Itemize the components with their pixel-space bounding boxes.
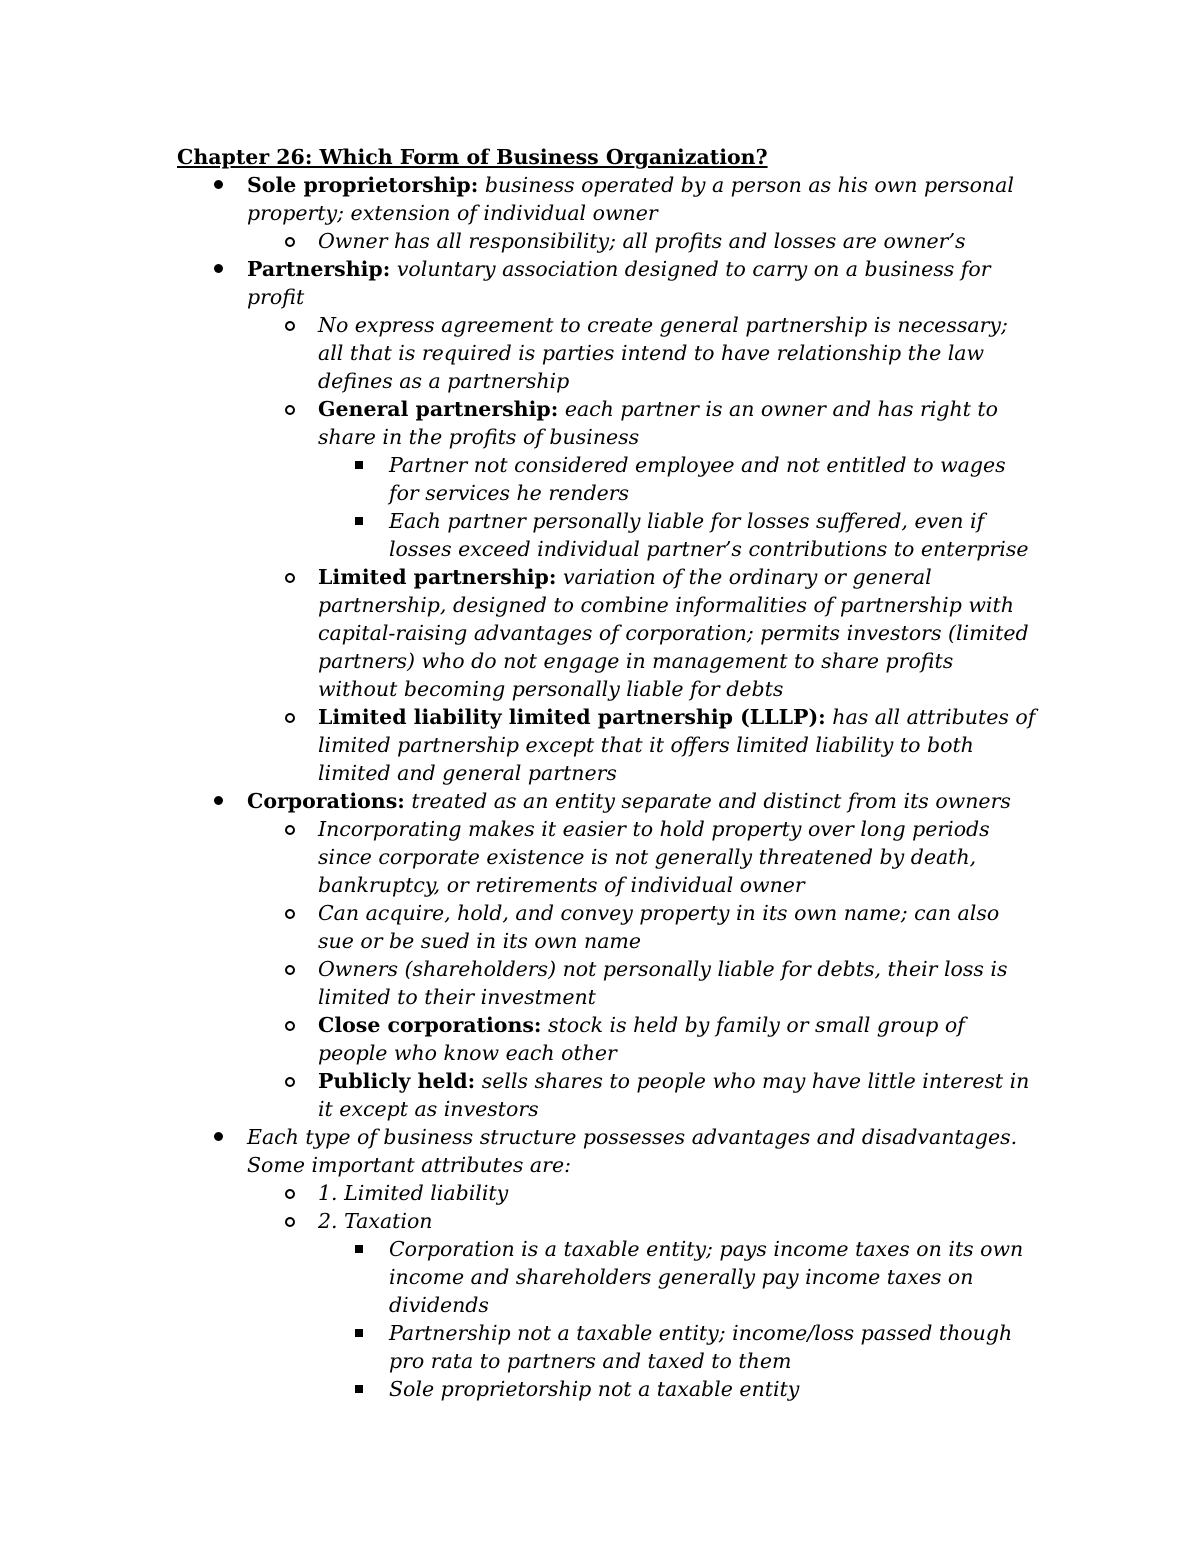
item-text: 1. Limited liability bbox=[318, 1181, 509, 1205]
bullet-circle-icon bbox=[285, 1021, 295, 1031]
desc-limited-partnership: variation of the ordinary or general partnership, designed to combine informalities of partnership with capital-raising advantages of corporation; permits investors (limited partners) who do not engage in management to share profits without becoming personally liable for debts bbox=[318, 565, 1029, 701]
desc-publicly-held: sells shares to people who may have little interest in it except as investors bbox=[318, 1069, 1030, 1121]
list-item bbox=[318, 815, 1037, 899]
sublist-taxation bbox=[389, 1235, 1037, 1403]
bullet-square-icon bbox=[355, 461, 363, 469]
list-item bbox=[389, 1235, 1037, 1319]
list-item-partnership bbox=[247, 255, 1037, 787]
bullet-circle-icon bbox=[285, 1077, 295, 1087]
term-close-corporations: Close corporations: bbox=[318, 1013, 542, 1037]
bullet-circle-icon bbox=[285, 573, 295, 583]
item-text: Partnership not a taxable entity; income/loss passed though pro rata to partners and taxed to them bbox=[389, 1321, 1013, 1373]
bullet-circle-icon bbox=[285, 405, 295, 415]
bullet-circle-icon bbox=[285, 965, 295, 975]
list-item bbox=[389, 1319, 1037, 1375]
bullet-circle-icon bbox=[285, 1189, 295, 1199]
sublist-general bbox=[389, 451, 1037, 563]
bullet-square-icon bbox=[355, 517, 363, 525]
list-item bbox=[318, 955, 1037, 1011]
sublist-partnership bbox=[318, 311, 1037, 787]
desc-sole-proprietorship: business operated by a person as his own personal property; extension of individual owner bbox=[247, 173, 1014, 225]
item-text: No express agreement to create general partnership is necessary; all that is required is parties intend to have relationship the law defines as a partnership bbox=[318, 313, 1008, 393]
term-partnership: Partnership: bbox=[247, 257, 391, 281]
bullet-circle-icon bbox=[285, 825, 295, 835]
list-item bbox=[389, 451, 1037, 507]
bullet-square-icon bbox=[355, 1385, 363, 1393]
bullet-disc-icon bbox=[214, 264, 223, 273]
list-item bbox=[389, 1375, 1037, 1403]
desc-partnership: voluntary association designed to carry on a business for profit bbox=[247, 257, 991, 309]
desc-close-corporations: stock is held by family or small group of people who know each other bbox=[318, 1013, 965, 1065]
list-item-close-corporations bbox=[318, 1011, 1037, 1067]
list-item bbox=[389, 507, 1037, 563]
term-lllp: Limited liability limited partnership (LLLP): bbox=[318, 705, 826, 729]
bullet-circle-icon bbox=[285, 909, 295, 919]
bullet-circle-icon bbox=[285, 321, 295, 331]
list-item bbox=[318, 1179, 1037, 1207]
list-item-corporations bbox=[247, 787, 1037, 1123]
desc-corporations: treated as an entity separate and distinct from its owners bbox=[411, 789, 1011, 813]
term-publicly-held: Publicly held: bbox=[318, 1069, 476, 1093]
list-item-lllp bbox=[318, 703, 1037, 787]
sublist-attributes bbox=[318, 1179, 1037, 1403]
list-item-taxation bbox=[318, 1207, 1037, 1403]
bullet-circle-icon bbox=[285, 237, 295, 247]
desc-general-partnership: each partner is an owner and has right to share in the profits of business bbox=[318, 397, 999, 449]
item-text: Sole proprietorship not a taxable entity bbox=[389, 1377, 800, 1401]
bullet-square-icon bbox=[355, 1329, 363, 1337]
bullet-disc-icon bbox=[214, 1132, 223, 1141]
list-item bbox=[318, 899, 1037, 955]
term-corporations: Corporations: bbox=[247, 789, 405, 813]
list-item-limited-partnership bbox=[318, 563, 1037, 703]
bullet-disc-icon bbox=[214, 796, 223, 805]
item-text: Partner not considered employee and not entitled to wages for services he renders bbox=[389, 453, 1006, 505]
list-item-attributes bbox=[247, 1123, 1037, 1403]
sublist-sole bbox=[318, 227, 1037, 255]
item-text: Corporation is a taxable entity; pays income taxes on its own income and shareholders generally pay income taxes on dividends bbox=[389, 1237, 1024, 1317]
list-item bbox=[318, 227, 1037, 255]
term-general-partnership: General partnership: bbox=[318, 397, 559, 421]
term-sole-proprietorship: Sole proprietorship: bbox=[247, 173, 479, 197]
item-text: Can acquire, hold, and convey property in its own name; can also sue or be sued in its own name bbox=[318, 901, 1000, 953]
item-text: Owners (shareholders) not personally liable for debts, their loss is limited to their investment bbox=[318, 957, 1008, 1009]
outline-list bbox=[247, 171, 1037, 1403]
list-item-publicly-held bbox=[318, 1067, 1037, 1123]
term-limited-partnership: Limited partnership: bbox=[318, 565, 557, 589]
list-item-general-partnership bbox=[318, 395, 1037, 563]
bullet-disc-icon bbox=[214, 180, 223, 189]
list-item bbox=[318, 311, 1037, 395]
desc-lllp: has all attributes of limited partnership except that it offers limited liability to both limited and general partners bbox=[318, 705, 1036, 785]
bullet-circle-icon bbox=[285, 1217, 295, 1227]
item-text: Incorporating makes it easier to hold property over long periods since corporate existence is not generally threatened by death, bankruptcy, or retirements of individual owner bbox=[318, 817, 990, 897]
sublist-corporations bbox=[318, 815, 1037, 1123]
bullet-circle-icon bbox=[285, 713, 295, 723]
item-text: Owner has all responsibility; all profits and losses are owner’s bbox=[318, 229, 966, 253]
desc-attributes: Each type of business structure possesses advantages and disadvantages. Some important attributes are: bbox=[247, 1125, 1018, 1177]
item-text: 2. Taxation bbox=[318, 1209, 433, 1233]
chapter-title: Chapter 26: Which Form of Business Organization? bbox=[177, 145, 768, 169]
item-text: Each partner personally liable for losses suffered, even if losses exceed individual partner’s contributions to enterprise bbox=[389, 509, 1029, 561]
list-item-sole-proprietorship bbox=[247, 171, 1037, 255]
bullet-square-icon bbox=[355, 1245, 363, 1253]
